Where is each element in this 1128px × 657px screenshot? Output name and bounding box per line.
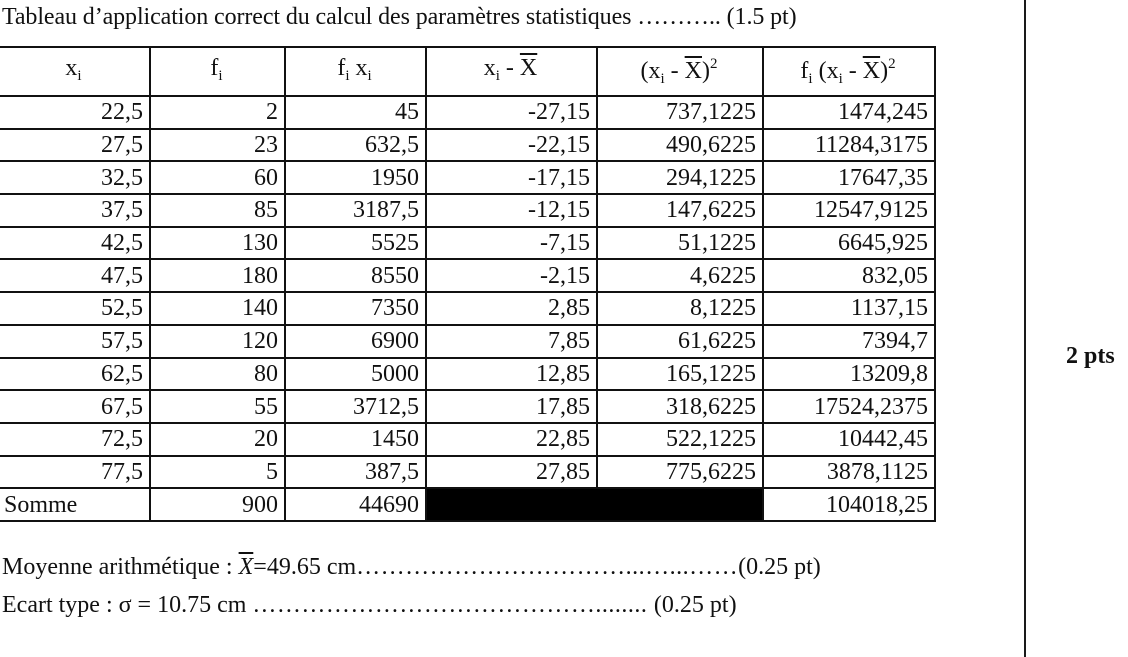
mean-value: =49.65 cm: [253, 554, 357, 580]
mean-symbol: $\overline{X}$: [684, 58, 702, 84]
cell-fi-xi: 387,5: [285, 456, 426, 489]
header-xi: $x_i$: [0, 47, 150, 96]
cell-fi: 2: [150, 96, 285, 129]
cell-xi: 42,5: [0, 227, 150, 260]
table-row: [0, 194, 935, 227]
mean-points: (0.25 pt): [738, 554, 821, 580]
cell-xi: 67,5: [0, 390, 150, 423]
cell-xi: 52,5: [0, 292, 150, 325]
cell-weighted-deviation-squared: 1137,15: [763, 292, 935, 325]
cell-deviation: -27,15: [426, 96, 597, 129]
cell-fi: 85: [150, 194, 285, 227]
cell-deviation-squared: 147,6225: [597, 194, 763, 227]
cell-deviation-squared: 318,6225: [597, 390, 763, 423]
cell-deviation: 17,85: [426, 390, 597, 423]
cell-fi: 140: [150, 292, 285, 325]
cell-fi: 80: [150, 358, 285, 391]
mean-label: Moyenne arithmétique :: [2, 554, 239, 580]
cell-fi: 180: [150, 259, 285, 292]
cell-deviation-squared: 522,1225: [597, 423, 763, 456]
table-row: [0, 423, 935, 456]
cell-xi: 57,5: [0, 325, 150, 358]
sum-fi: 900: [150, 488, 285, 521]
blacked-out-cell: [426, 488, 763, 521]
cell-fi: 23: [150, 129, 285, 162]
cell-weighted-deviation-squared: 13209,8: [763, 358, 935, 391]
table-row: [0, 358, 935, 391]
header-deviation-squared: $(x_i - \overline{X})^2$: [597, 47, 763, 96]
mean-symbol: $\overline{X}$: [238, 554, 254, 580]
cell-deviation-squared: 51,1225: [597, 227, 763, 260]
header-deviation: $x_i - \overline{X}$: [426, 47, 597, 96]
sum-fi-xi: 44690: [285, 488, 426, 521]
cell-weighted-deviation-squared: 3878,1125: [763, 456, 935, 489]
std-leader-dots: ……………………………………........: [252, 592, 654, 618]
cell-fi-xi: 632,5: [285, 129, 426, 162]
cell-xi: 37,5: [0, 194, 150, 227]
std-result-line: [2, 592, 737, 619]
sum-weighted-deviation-squared: 104018,25: [763, 488, 935, 521]
cell-deviation: 22,85: [426, 423, 597, 456]
cell-fi: 5: [150, 456, 285, 489]
table-row: [0, 227, 935, 260]
mean-symbol: $\overline{X}$: [519, 54, 538, 81]
header-fi: $f_i$: [150, 47, 285, 96]
cell-weighted-deviation-squared: 12547,9125: [763, 194, 935, 227]
cell-fi-xi: 7350: [285, 292, 426, 325]
sum-label: Somme: [0, 488, 150, 521]
table-row: [0, 325, 935, 358]
cell-deviation: 27,85: [426, 456, 597, 489]
cell-deviation: 12,85: [426, 358, 597, 391]
cell-weighted-deviation-squared: 1474,245: [763, 96, 935, 129]
table-row: [0, 390, 935, 423]
cell-fi: 60: [150, 161, 285, 194]
cell-deviation-squared: 4,6225: [597, 259, 763, 292]
section-title: Tableau d’application correct du calcul des paramètres statistiques ……….. (1.5 pt): [2, 4, 797, 30]
cell-xi: 47,5: [0, 259, 150, 292]
mean-leader-dots: ……………………………...…...……: [356, 554, 739, 580]
cell-weighted-deviation-squared: 11284,3175: [763, 129, 935, 162]
cell-weighted-deviation-squared: 10442,45: [763, 423, 935, 456]
cell-fi-xi: 3712,5: [285, 390, 426, 423]
cell-deviation: -17,15: [426, 161, 597, 194]
mean-result-line: [2, 554, 821, 581]
cell-deviation-squared: 8,1225: [597, 292, 763, 325]
cell-xi: 32,5: [0, 161, 150, 194]
cell-fi: 130: [150, 227, 285, 260]
cell-fi-xi: 1450: [285, 423, 426, 456]
cell-deviation-squared: 294,1225: [597, 161, 763, 194]
cell-fi: 120: [150, 325, 285, 358]
cell-xi: 27,5: [0, 129, 150, 162]
table-row: [0, 259, 935, 292]
cell-weighted-deviation-squared: 832,05: [763, 259, 935, 292]
cell-deviation: 2,85: [426, 292, 597, 325]
table-row: [0, 129, 935, 162]
std-label: Ecart type : σ = 10.75 cm: [2, 592, 253, 618]
header-fi-xi: $f_i$ $x_i$: [285, 47, 426, 96]
cell-fi-xi: 1950: [285, 161, 426, 194]
cell-weighted-deviation-squared: 7394,7: [763, 325, 935, 358]
cell-xi: 77,5: [0, 456, 150, 489]
cell-deviation: -2,15: [426, 259, 597, 292]
cell-fi-xi: 6900: [285, 325, 426, 358]
cell-weighted-deviation-squared: 17647,35: [763, 161, 935, 194]
table-row: [0, 96, 935, 129]
cell-fi-xi: 5000: [285, 358, 426, 391]
cell-deviation-squared: 737,1225: [597, 96, 763, 129]
cell-weighted-deviation-squared: 6645,925: [763, 227, 935, 260]
table-row: [0, 292, 935, 325]
header-weighted-deviation-squared: $f_i$ $(x_i - \overline{X})^2$: [763, 47, 935, 96]
cell-fi-xi: 8550: [285, 259, 426, 292]
cell-fi-xi: 3187,5: [285, 194, 426, 227]
side-points-label: 2 pts: [1066, 343, 1115, 369]
statistics-table: [0, 46, 936, 522]
cell-deviation: -22,15: [426, 129, 597, 162]
cell-fi: 55: [150, 390, 285, 423]
margin-divider: [1024, 0, 1026, 657]
cell-fi: 20: [150, 423, 285, 456]
cell-deviation: 7,85: [426, 325, 597, 358]
table-row: [0, 161, 935, 194]
cell-deviation: -12,15: [426, 194, 597, 227]
std-points: (0.25 pt): [653, 592, 737, 618]
cell-deviation-squared: 165,1225: [597, 358, 763, 391]
table-row: [0, 456, 935, 489]
cell-deviation-squared: 61,6225: [597, 325, 763, 358]
cell-deviation-squared: 775,6225: [597, 456, 763, 489]
mean-symbol: $\overline{X}$: [862, 58, 881, 84]
cell-deviation: -7,15: [426, 227, 597, 260]
cell-xi: 62,5: [0, 358, 150, 391]
cell-xi: 72,5: [0, 423, 150, 456]
sum-row: [0, 488, 935, 521]
cell-weighted-deviation-squared: 17524,2375: [763, 390, 935, 423]
cell-deviation-squared: 490,6225: [597, 129, 763, 162]
cell-xi: 22,5: [0, 96, 150, 129]
table-header-row: [0, 47, 935, 96]
cell-fi-xi: 45: [285, 96, 426, 129]
cell-fi-xi: 5525: [285, 227, 426, 260]
